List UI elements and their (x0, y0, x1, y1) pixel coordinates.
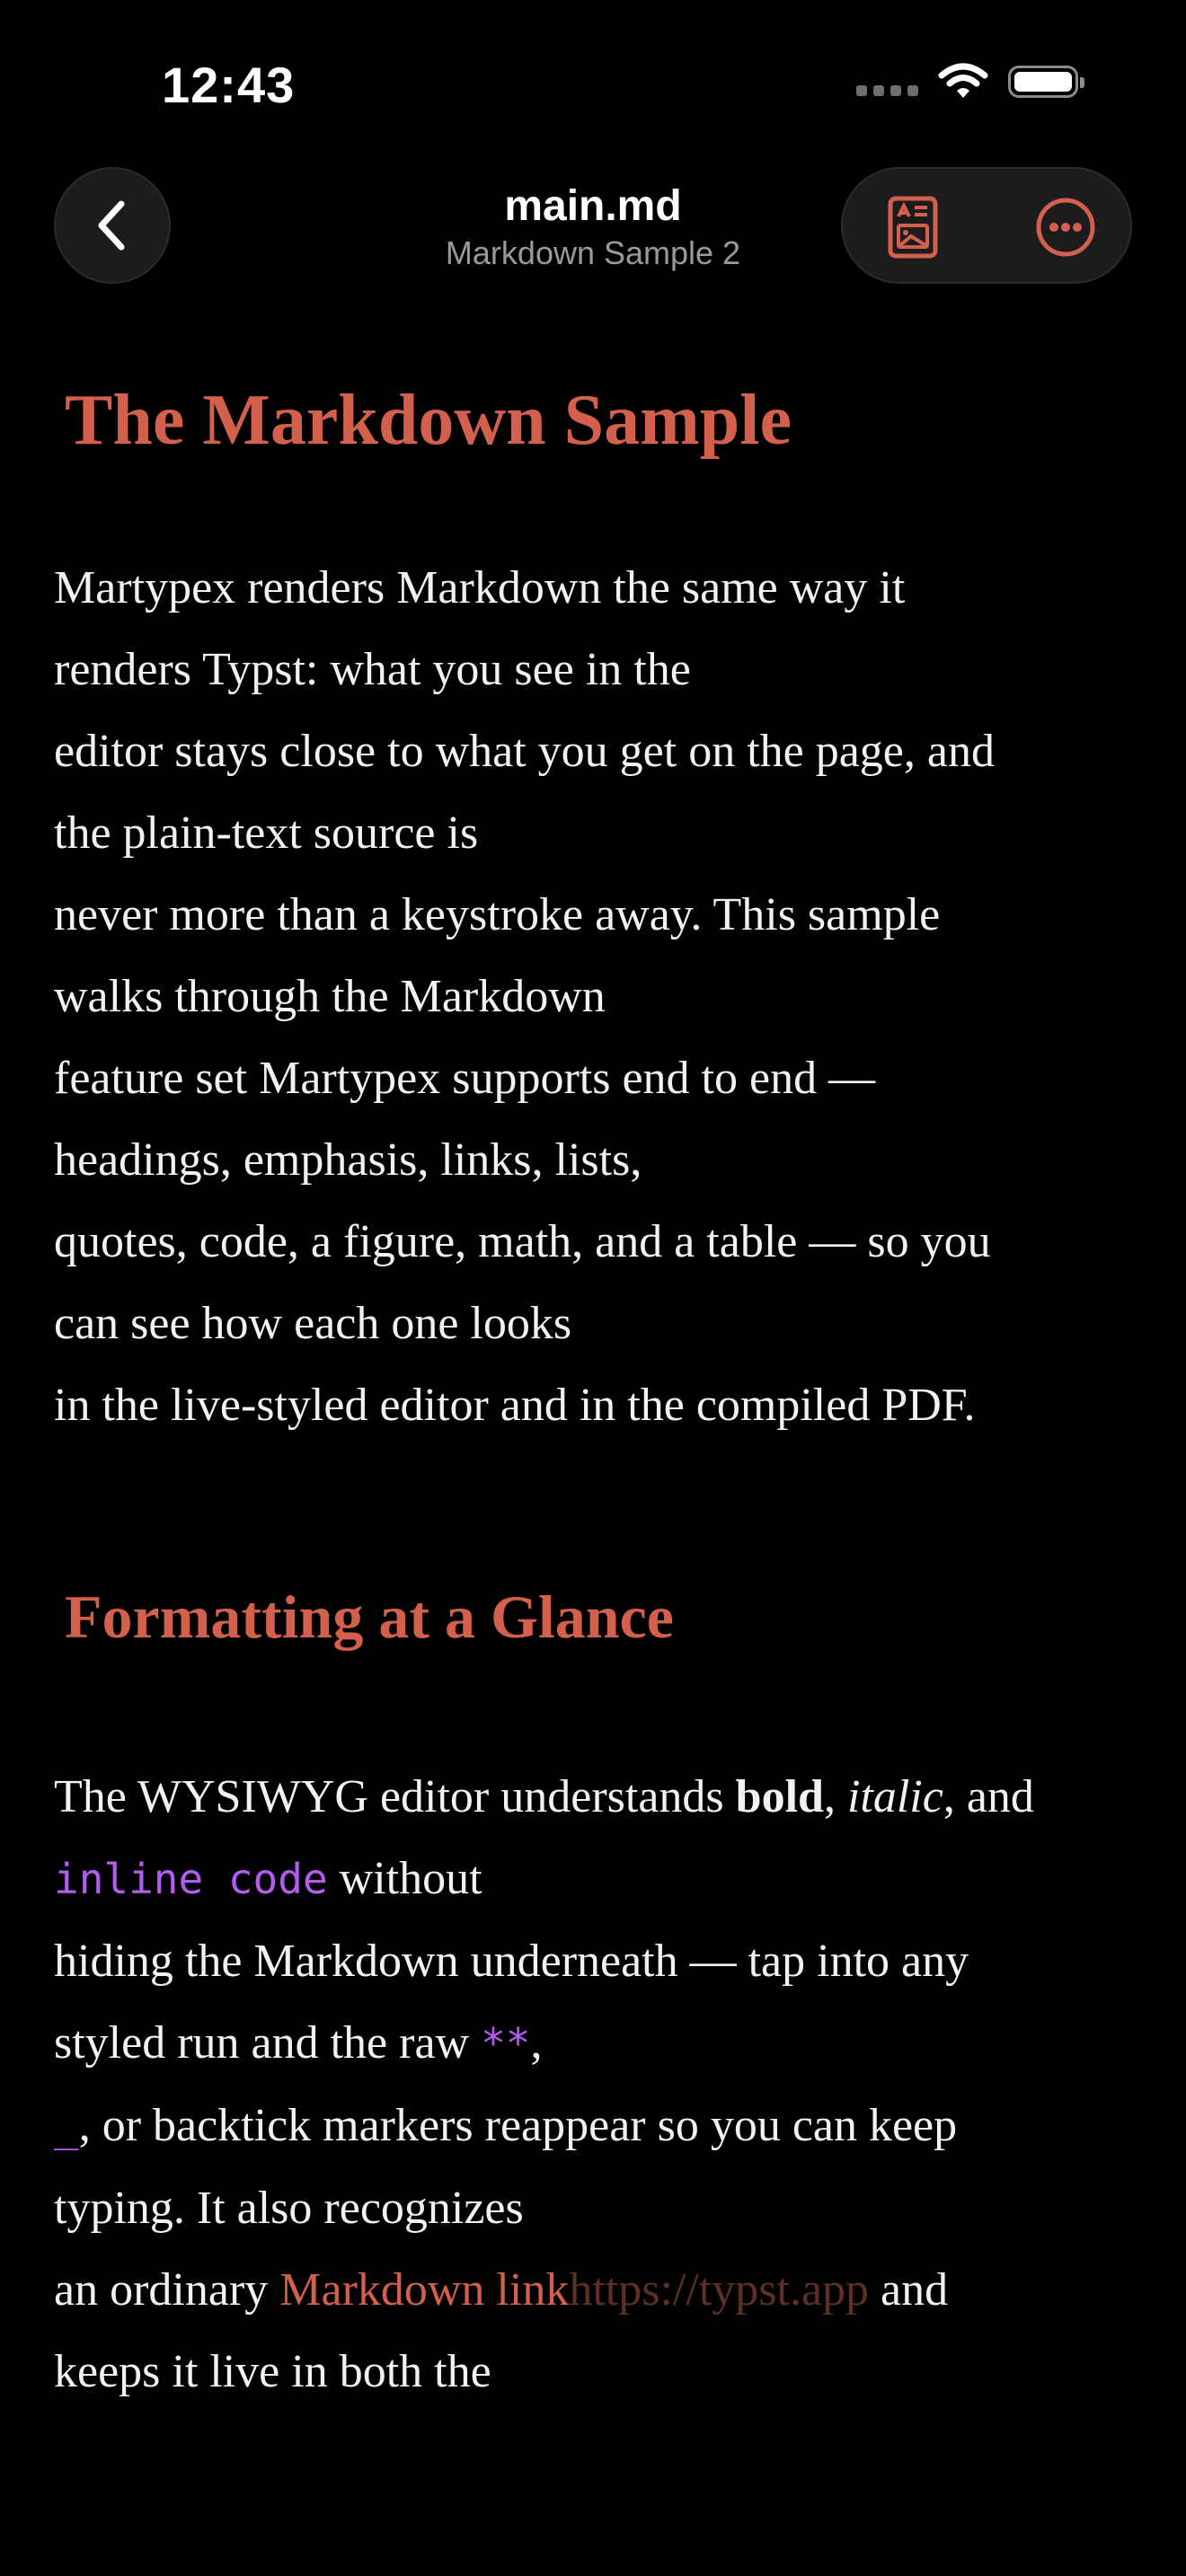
cellular-signal-icon (856, 64, 918, 100)
battery-icon (1008, 66, 1078, 98)
paragraph-intro: Martypex renders Markdown the same way it renders Typst: what you see in the editor stays close to what you get on the page, and the plain-text source is never more than a keystroke away. This sample walks through the Markdown feature set Martypex supports end to end — headings, emphasis, links, lists, quotes, code, a figure, math, and a table — so you can see how each one looks in the live-styled editor and in the compiled PDF. (54, 562, 995, 1431)
back-button[interactable] (54, 167, 171, 284)
inline-code: inline code (54, 1854, 328, 1903)
document-subtitle: Markdown Sample 2 (445, 234, 741, 271)
bold-marker: ** (481, 2018, 531, 2068)
preview-button[interactable] (877, 191, 949, 263)
document-content[interactable] (54, 377, 1141, 2397)
heading-2: Formatting at a Glance (65, 1583, 674, 1651)
document-preview-icon (886, 195, 940, 260)
italic-marker: _ (54, 2101, 79, 2150)
chevron-left-icon (94, 198, 130, 252)
action-pill (841, 167, 1132, 284)
heading-1: The Markdown Sample (65, 381, 792, 460)
wifi-icon (938, 63, 988, 101)
paragraph-formatting: The WYSIWYG editor understands bold, italic, and inline code without hiding the Markdown underneath — tap into any styled run and the raw **, _, or backtick markers reappear so you can keep typing. It also recognizes an ordinary Markdown linkhttps://typst.app and keeps it live in both the (54, 1770, 1034, 2397)
markdown-link-url[interactable]: https://typst.app (569, 2263, 870, 2316)
status-icons (856, 63, 1078, 101)
ellipsis-circle-icon (1034, 196, 1097, 259)
bold-text: bold (735, 1770, 824, 1822)
italic-text: italic (846, 1770, 943, 1822)
title-block (323, 181, 863, 272)
markdown-link-text[interactable]: Markdown link (279, 2263, 570, 2316)
navigation-bar (0, 167, 1186, 284)
more-button[interactable] (1030, 191, 1102, 263)
status-bar (0, 0, 1186, 171)
document-title: main.md (504, 182, 682, 230)
status-time: 12:43 (162, 57, 296, 113)
